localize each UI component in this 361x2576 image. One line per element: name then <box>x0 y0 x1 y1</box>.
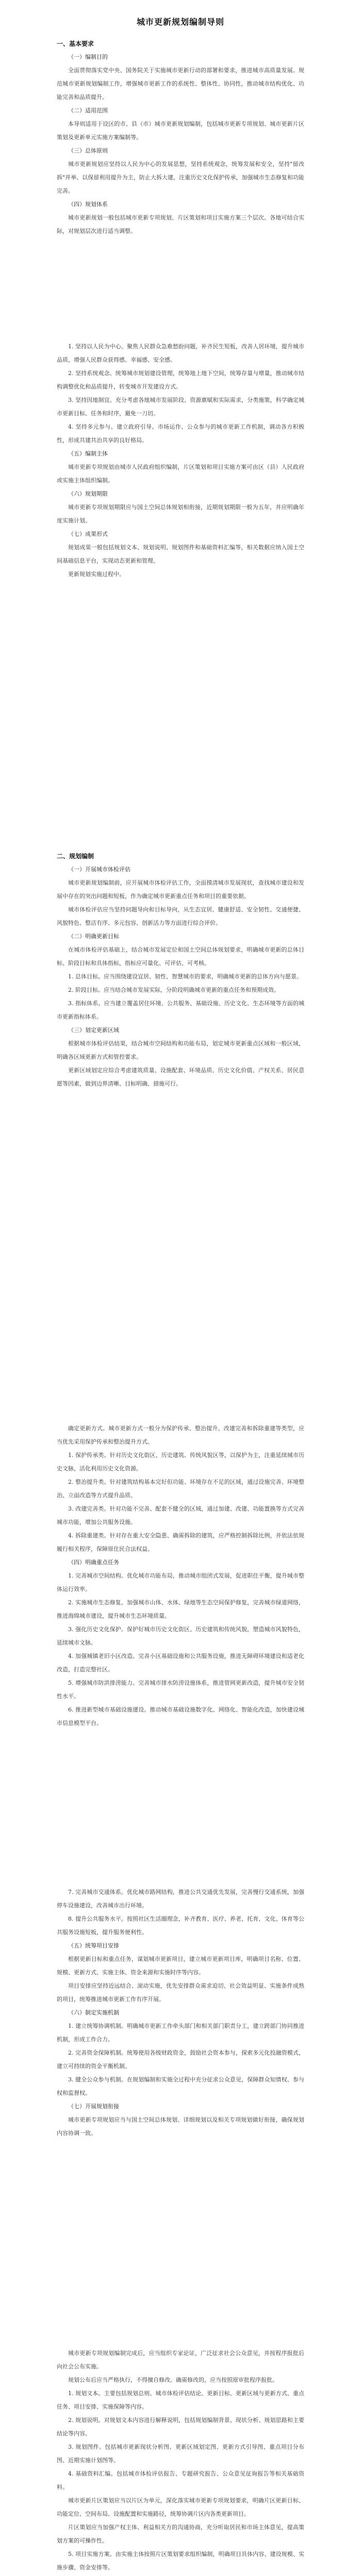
paragraph: 城市更新规划一般包括城市更新专项规划、片区策划和项目实施方案三个层次。各地可结合实际，对规划层次进行适当调整。 <box>57 214 304 234</box>
paragraph: 规划公布后应当严格执行，不得擅自修改。确需修改的，应当按照原审批程序报批。 <box>68 2377 278 2383</box>
subsection-heading: （三）总体原则 <box>68 147 108 154</box>
paragraph: 1. 完善城市空间结构。优化城市功能布局，推动城市组团式发展，促进职住平衡，提升城市整体运行效率。 <box>57 1572 304 1592</box>
paragraph: 片区策划应当加强产权主体、利益相关方的沟通协商，充分听取居民和市场主体意见，提高策划方案的可操作性。 <box>57 2524 304 2544</box>
subsection-heading: （一）编制目的 <box>68 54 108 60</box>
paragraph: 5. 项目实施方案。由实施主体按照片区策划要求组织编制，明确项目具体内容、建设规模、实施步骤、资金安排等。 <box>57 2551 304 2571</box>
paragraph: 规划成果一般包括规划文本、规划说明、规划图件和基础资料汇编等，相关数据应纳入国土空间基础信息平台，实现动态更新和管理。 <box>57 544 304 564</box>
paragraph: 本导则适用于设区的市、县（市）城市更新规划编制，包括城市更新专项规划、城市更新片区策划及更新单元实施方案编制等。 <box>57 121 304 141</box>
paragraph: 在城市体检评估基础上，结合城市发展定位和国土空间总体规划要求，明确城市更新的总体目标、阶段目标和具体指标，指标应可量化、可评估、可考核。 <box>57 946 304 967</box>
paragraph: 根据更新目标和重点任务，谋划城市更新项目，建立城市更新项目库，明确项目名称、位置、规模、更新方式、实施主体、资金来源和实施时序等内容。 <box>57 1956 304 1976</box>
document-section-3 <box>57 848 304 1091</box>
paragraph: 城市更新片区策划应当以片区为单元，深化落实城市更新专项规划要求，明确片区更新目标、功能定位、空间布局、设施配置和实施路径，统筹协调片区内各类更新项目。 <box>57 2497 304 2517</box>
subsection-heading: （六）规划期限 <box>68 490 108 497</box>
subsection-heading: （三）划定更新区域 <box>68 1027 119 1033</box>
paragraph: 3. 指标体系。应当建立覆盖居住环境、公共服务、基础设施、历史文化、生态环境等方面的城市更新指标体系。 <box>57 1000 304 1020</box>
paragraph: 1. 建立统筹协调机制。明确城市更新工作牵头部门和相关部门职责分工，建立跨部门协同推进机制，形成工作合力。 <box>57 2023 304 2043</box>
paragraph: 更新区域划定应综合考虑建筑质量、设施配套、环境品质、历史文化价值、产权关系、居民意愿等因素，做到边界清晰、目标明确、措施可行。 <box>57 1067 304 1087</box>
paragraph: 3. 健全公众参与机制。在规划编制和实施全过程中充分征求公众意见，保障群众知情权、参与权和监督权。 <box>57 2076 304 2096</box>
paragraph: 2. 阶段目标。应当结合城市发展实际，分阶段明确城市更新的重点任务和预期成效。 <box>68 987 280 993</box>
subsection-heading: （七）成果形式 <box>68 531 108 537</box>
paragraph: 1. 总体目标。应当围绕建设宜居、韧性、智慧城市的要求，明确城市更新的总体方向与愿景。 <box>68 973 302 980</box>
paragraph: 6. 推进新型城市基础设施建设。推动城市基础设施数字化、网络化、智能化改造，加快建设城市信息模型平台。 <box>57 1706 304 1726</box>
paragraph: 4. 拆除重建类。针对存在重大安全隐患、确需拆除的建筑，应严格控制拆除比例，并依法依规履行相关程序，保障原住民合法权益。 <box>57 1532 304 1552</box>
paragraph: 项目安排应坚持近远结合、滚动实施，优先安排群众需求迫切、社会效益明显、实施条件成熟的项目，统筹推进城市更新工作有序开展。 <box>57 1982 304 2003</box>
subsection-heading: （五）编制主体 <box>68 450 108 457</box>
section-heading: 二、规划编制 <box>57 853 94 860</box>
paragraph: 4. 坚持多元参与。建立政府引导、市场运作、公众参与的城市更新工作机制，调动各方积极性，形成共建共治共享的良好格局。 <box>57 423 304 444</box>
document-section-6 <box>57 2347 304 2574</box>
paragraph: 3. 强化历史文化保护。保护好城市历史文化街区、历史建筑和传统风貌，塑造城市风貌特色，延续城市文脉。 <box>57 1626 304 1646</box>
paragraph: 8. 提升公共服务水平。按照社区生活圈理念，补齐教育、医疗、养老、托育、文化、体育等公共服务设施短板，提升服务便利性。 <box>57 1916 304 1936</box>
paragraph: 1. 保护传承类。针对历史文化街区、历史建筑、传统风貌区等，以保护为主，注重延续城市历史文脉，活化利用历史文化资源。 <box>57 1452 304 1472</box>
subsection-heading: （七）开展规划衔接 <box>68 2103 119 2110</box>
paragraph: 4. 基础资料汇编。包括城市体检评估报告、专题研究报告、公众意见征询报告等相关基础资料。 <box>57 2470 304 2490</box>
paragraph: 2. 规划说明。对规划文本内容进行解释说明，包括规划编制背景、现状分析、规划思路和主要结论等内容。 <box>57 2417 304 2437</box>
paragraph: 城市体检评估应当坚持问题导向和目标导向，从生态宜居、健康舒适、安全韧性、交通便捷、风貌特色、整洁有序、多元包容、创新活力等方面进行综合评价。 <box>57 906 304 926</box>
paragraph: 城市更新规划应坚持以人民为中心的发展思想，坚持系统观念，统筹发展和安全，坚持"留改拆"并举、以保留利用提升为主，防止大拆大建，注重历史文化保护传承，加强城市生态修复和功能完善。 <box>57 161 304 194</box>
section-1-body <box>57 37 304 238</box>
paragraph: 1. 规划文本。主要包括规划总则、城市体检评估结论、更新目标、更新区域与更新方式、重点任务、项目安排、实施保障等内容。 <box>57 2390 304 2410</box>
subsection-heading: （四）明确重点任务 <box>68 1559 119 1566</box>
section-heading: 一、基本要求 <box>57 40 94 47</box>
paragraph: 根据城市体检评估结果，结合城市空间结构和功能布局，划定城市更新重点区域和一般区域，明确各区域更新方式和管控要求。 <box>57 1040 304 1060</box>
paragraph: 3. 改建完善类。针对功能不完善、配套不健全的区域，通过加建、改建、功能置换等方式完善城市功能，增加公共服务设施。 <box>57 1505 304 1526</box>
paragraph: 确定更新方式。城市更新方式一般分为保护传承、整治提升、改建完善和拆除重建等类型，应当优先采用保护传承和整治提升方式。 <box>57 1425 304 1445</box>
paragraph: 4. 加强城镇老旧小区改造。完善小区基础设施和公共服务设施，推进无障碍环境建设和适老化改造，打造完整社区。 <box>57 1653 304 1673</box>
paragraph: 全面贯彻落实党中央、国务院关于实施城市更新行动的部署和要求，推进城市高质量发展。规范城市更新规划编制工作，增强城市更新工作的系统性、整体性、协同性，推动城市结构优化、功能完善和品质提升。 <box>57 67 304 100</box>
subsection-heading: （二）适用范围 <box>68 107 108 114</box>
paragraph: 城市更新专项规划期限应与国土空间总体规划相衔接，近期规划期限一般为五年，并应明确年度实施计划。 <box>57 504 304 524</box>
subsection-heading: （五）统筹项目安排 <box>68 1942 119 1949</box>
paragraph: 1. 坚持以人民为中心。聚焦人民群众急难愁盼问题，补齐民生短板，改善人居环境，提升城市品质，增强人民群众获得感、幸福感、安全感。 <box>57 343 304 363</box>
document-section-4 <box>57 1422 304 1730</box>
paragraph: 2. 实施城市生态修复。加强城市山体、水体、绿地等生态空间保护修复，完善城市绿道网络，推进海绵城市建设，提升城市生态环境质量。 <box>57 1599 304 1619</box>
paragraph: 城市更新规划编制前，应开展城市体检评估工作，全面摸清城市发展现状，查找城市建设和发展中存在的突出问题和短板，作为确定城市更新重点任务和项目的重要依据。 <box>57 879 304 900</box>
paragraph: 3. 规划图件。包括城市更新现状分析图、更新区域划定图、更新方式引导图、重点项目分布图、近期实施计划图等。 <box>57 2444 304 2464</box>
subsection-heading: （六）制定实施机制 <box>68 2009 119 2016</box>
subsection-heading: （一）开展城市体检评估 <box>68 866 130 873</box>
subsection-heading: （四）规划体系 <box>68 201 108 208</box>
paragraph: 2. 坚持系统观念。统筹城市规划建设管理，统筹地上地下空间，统筹存量与增量，推动城市结构调整优化和品质提升，转变城市开发建设方式。 <box>57 370 304 390</box>
paragraph: 2. 整治提升类。针对建筑结构基本完好但功能、环境存在不足的区域，通过设施完善、环境整治、立面改造等方式提升品质。 <box>57 1479 304 1499</box>
document-section-5 <box>57 1886 304 2140</box>
paragraph: 3. 坚持因地制宜。充分考虑各地城市发展阶段、资源禀赋和实际需求，分类施策，科学确定城市更新目标、任务和时序，避免一刀切。 <box>57 397 304 417</box>
paragraph: 更新规划实施过程中。 <box>68 571 125 578</box>
paragraph: 2. 完善资金保障机制。统筹使用各级财政资金，鼓励社会资本参与，探索多元化投融资模式，建立可持续的资金平衡机制。 <box>57 2049 304 2070</box>
document-title: 城市更新规划编制导则 <box>136 17 224 27</box>
paragraph: 城市更新专项规划编制完成后，应当组织专家论证，广泛征求社会公众意见，并按程序报批后向社会公布实施。 <box>57 2350 304 2370</box>
document-section-1 <box>57 15 304 238</box>
subsection-heading: （二）明确更新目标 <box>68 933 119 940</box>
paragraph: 7. 完善城市交通体系。优化城市路网结构，推进公共交通优先发展，完善慢行交通系统，加强停车设施建设，改善城市出行环境。 <box>57 1889 304 1909</box>
paragraph: 5. 增强城市防洪排涝能力。完善城市排水防涝设施体系，推进管网更新改造，提升城市安全韧性水平。 <box>57 1680 304 1700</box>
paragraph: 城市更新专项规划应当与国土空间总体规划、详细规划以及相关专项规划做好衔接，确保规划内容协调一致。 <box>57 2116 304 2137</box>
document-section-2 <box>57 340 304 581</box>
paragraph: 城市更新专项规划由城市人民政府组织编制，片区策划和项目实施方案可由区（县）人民政府或实施主体组织编制。 <box>57 464 304 484</box>
